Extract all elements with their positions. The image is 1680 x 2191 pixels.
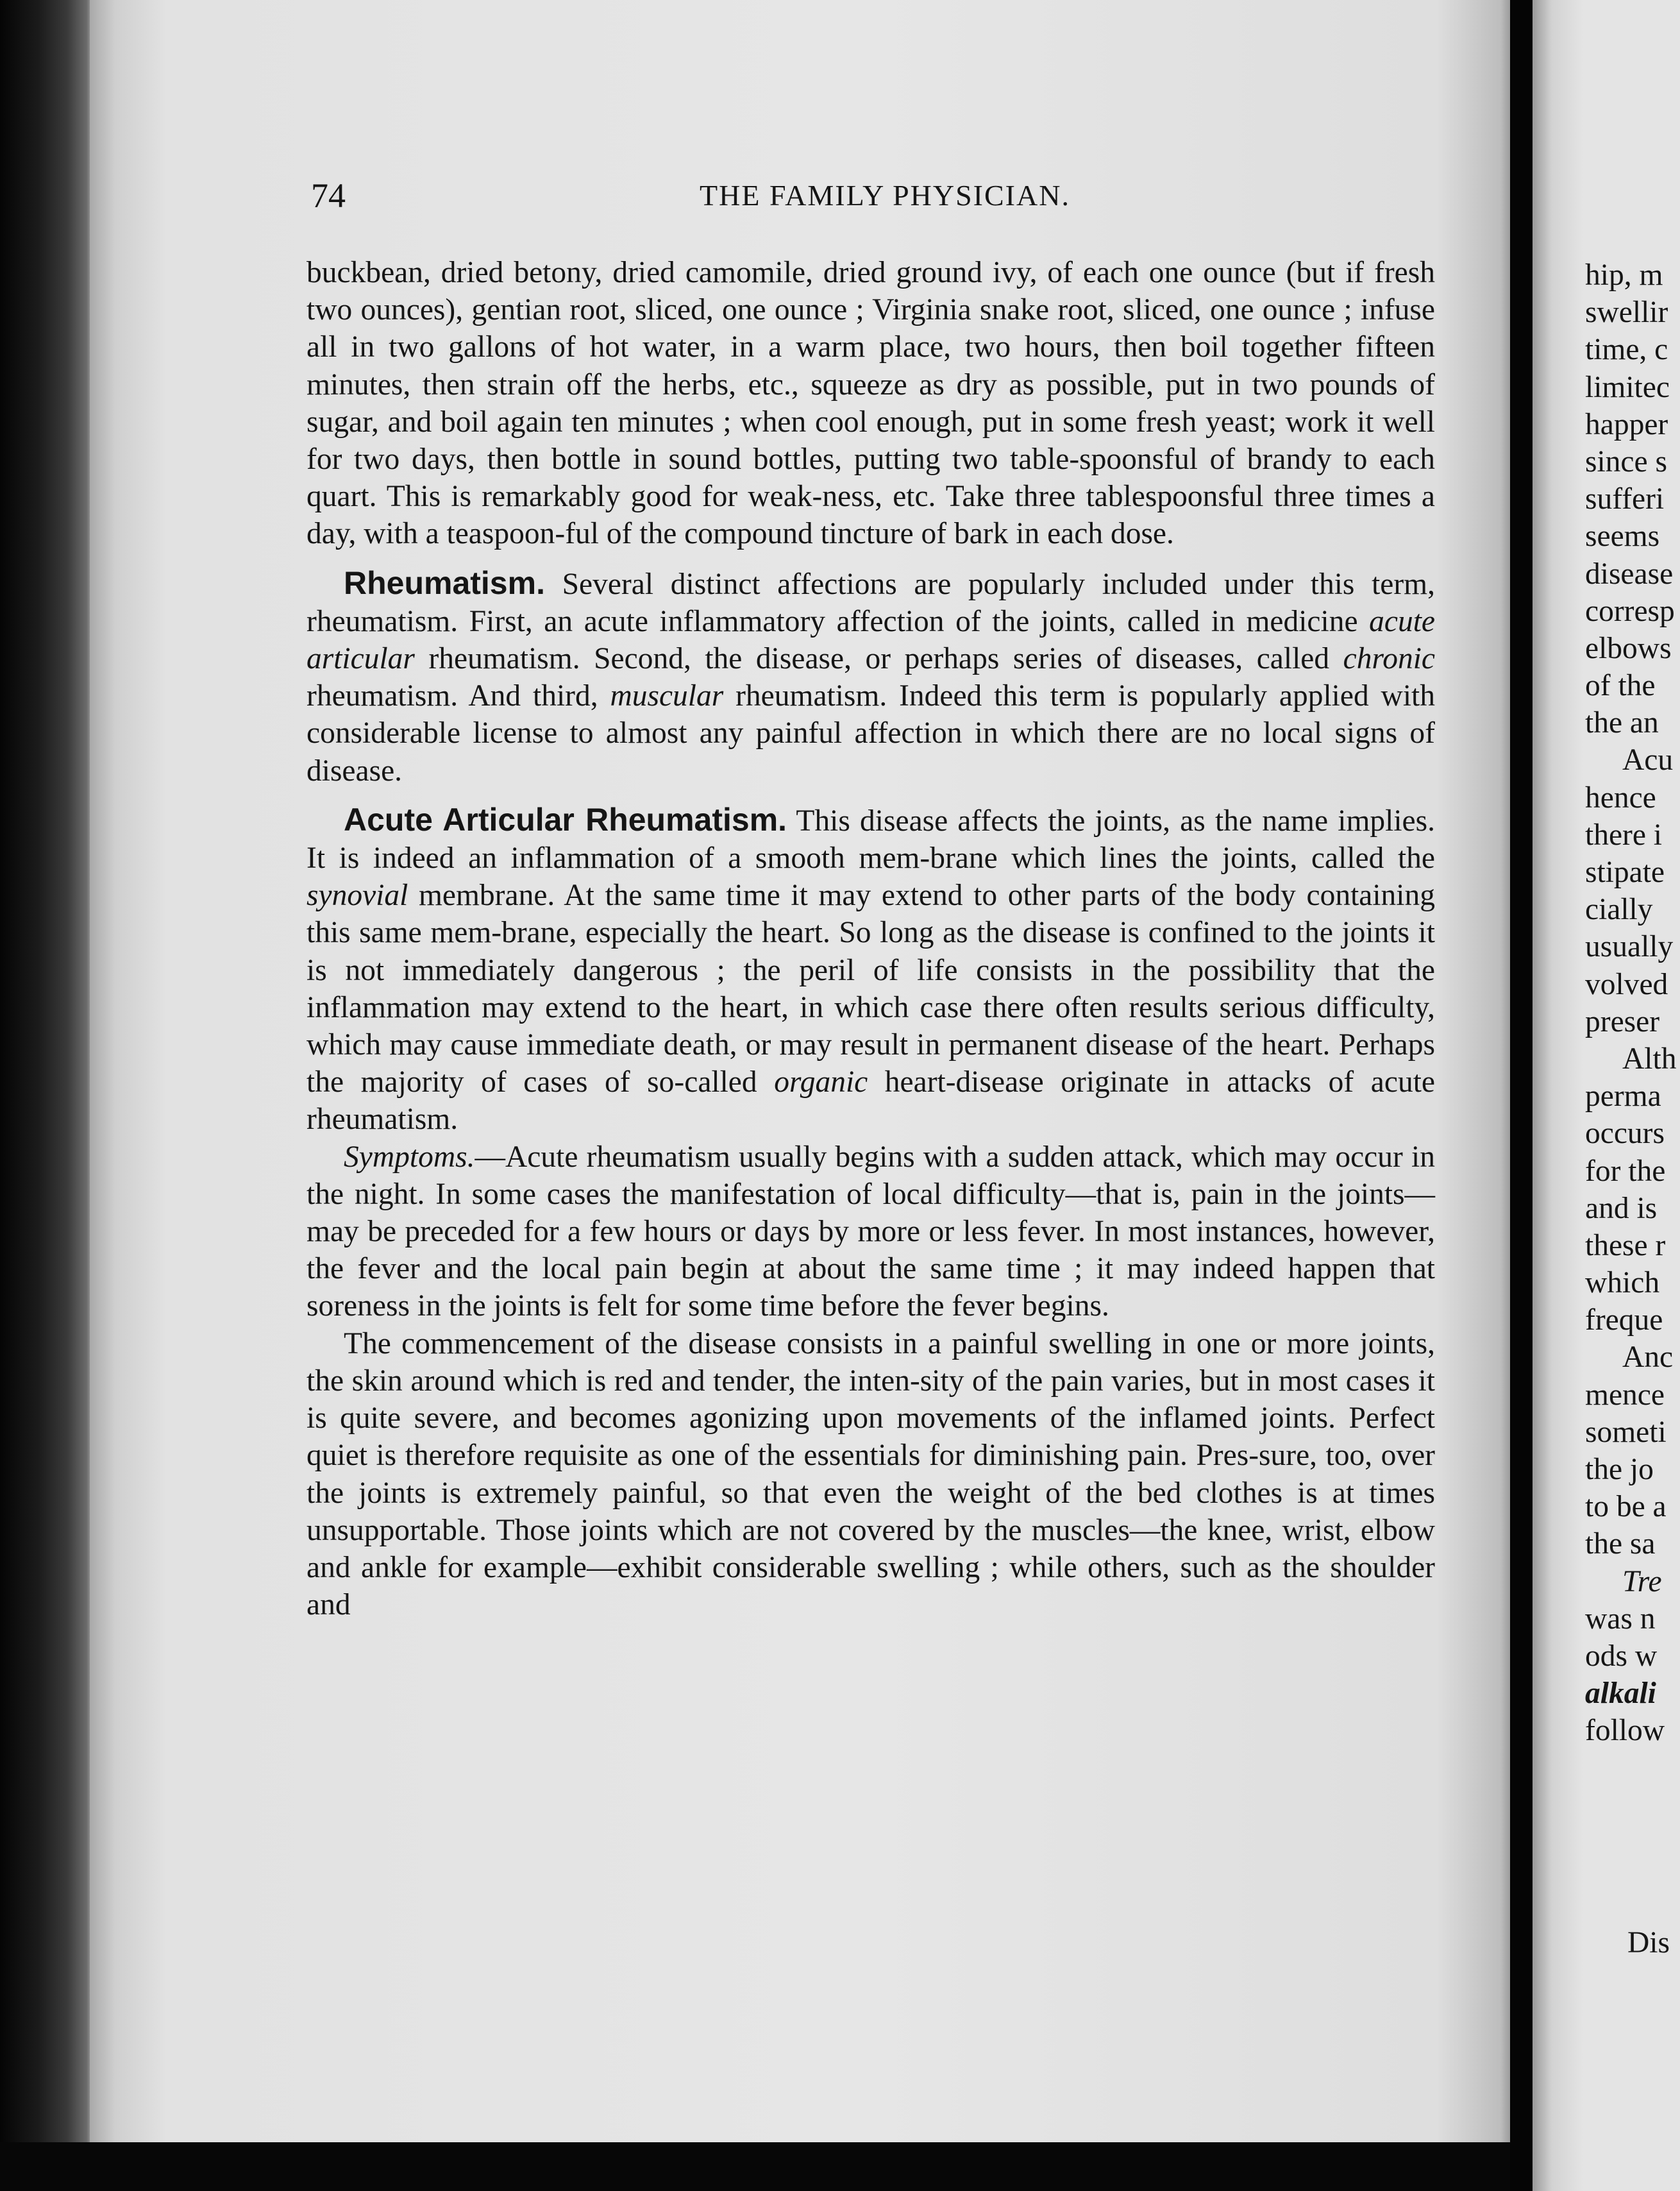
acute-text-3: heart-disease originate in attacks of acute rheumatism. — [307, 1065, 1435, 1137]
acute-text-2: membrane. At the same time it may extend to other parts of the body containing this same mem-brane, especially the heart. So long as the disease is confined to the joints it is not immediately dangerous ; the peril of life consists in the possibility that the inflammation may extend to the heart, in which case there often results serious difficulty, which may cause immediate death, or may result in permanent disease of the heart. Perhaps the majority of cases of so-called — [307, 879, 1435, 1099]
facing-line: corresp — [1585, 594, 1675, 628]
paragraph-symptoms — [307, 1138, 1435, 1325]
facing-line: alkali — [1585, 1677, 1656, 1711]
rheumatism-text-2: rheumatism. Second, the disease, or perhaps series of diseases, called — [414, 642, 1343, 676]
facing-line: stipate — [1585, 856, 1665, 889]
section-heading-acute-articular: Acute Articular Rheumatism. — [344, 801, 787, 838]
facing-line: someti — [1585, 1415, 1667, 1449]
facing-line: elbows — [1585, 631, 1672, 665]
facing-line: usually — [1585, 930, 1674, 964]
facing-line: occurs — [1585, 1117, 1665, 1151]
paragraph-acute-articular — [307, 801, 1435, 1138]
running-title: THE FAMILY PHYSICIAN. — [700, 179, 1070, 212]
acute-italic-organic: organic — [774, 1065, 868, 1099]
symptoms-text: —Acute rheumatism usually begins with a sudden attack, which may occur in the night. In some cases the manifestation of local difficulty—that is, pain in the joints—may be preceded for a few hours or days by more or less fever. In most instances, however, the fever and the local pain begin at about the same time ; it may indeed happen that soreness in the joints is felt for some time before the fever begins. — [307, 1140, 1435, 1323]
facing-line: and is — [1585, 1191, 1658, 1225]
facing-line: Acu — [1622, 743, 1674, 777]
facing-line: hip, m — [1585, 258, 1663, 292]
page-gutter — [1510, 0, 1533, 2191]
facing-line: freque — [1585, 1303, 1663, 1337]
facing-line: the an — [1585, 706, 1659, 740]
facing-line: of the — [1585, 669, 1656, 703]
page-header — [311, 173, 1433, 218]
facing-line: perma — [1585, 1079, 1661, 1113]
facing-line: swellir — [1585, 296, 1668, 330]
acute-italic-synovial: synovial — [307, 879, 408, 913]
facing-line: volved — [1585, 967, 1668, 1001]
facing-line: cially — [1585, 893, 1653, 927]
facing-line: time, c — [1585, 333, 1668, 367]
main-text — [307, 254, 1435, 1623]
facing-line: ods w — [1585, 1639, 1658, 1673]
page-number: 74 — [311, 176, 346, 215]
facing-line: was n — [1585, 1602, 1656, 1636]
paragraph-commencement: The commencement of the disease consists in a painful swelling in one or more joints, the skin around which is red and tender, the inten-sity of the pain varies, but in most cases it is quite severe, and becomes agonizing upon movements of the inflamed joints. Perfect quiet is therefore requisite as one of the essentials for diminishing pain. Pres-sure, too, over the joints is extremely painful, so that even the weight of the bed clothes is at times unsupportable. Those joints which are not covered by the muscles—the knee, wrist, elbow and ankle for example—exhibit considerable swelling ; while others, such as the shoulder and — [307, 1326, 1435, 1622]
facing-line: sufferi — [1585, 482, 1665, 516]
facing-line: preser — [1585, 1004, 1660, 1038]
facing-line: these r — [1585, 1228, 1666, 1262]
paragraph-rheumatism — [307, 564, 1435, 790]
facing-line: the sa — [1585, 1527, 1656, 1561]
facing-line: seems — [1585, 520, 1660, 554]
facing-line: Alth — [1622, 1042, 1677, 1076]
symptoms-label: Symptoms. — [344, 1140, 475, 1174]
book-binding — [0, 0, 90, 2191]
facing-line: happer — [1585, 407, 1668, 441]
facing-line: there i — [1585, 818, 1663, 852]
facing-line: which — [1585, 1266, 1660, 1300]
facing-line: hence — [1585, 781, 1656, 815]
rheumatism-text-4: rheumatism. Indeed this term is popularly applied with considerable license to almost any painful affection in which there are no local signs of disease. — [307, 679, 1435, 788]
rheumatism-italic-muscular: muscular — [610, 679, 724, 713]
facing-line: Tre — [1622, 1564, 1662, 1598]
facing-line: disease — [1585, 557, 1674, 591]
rheumatism-italic-chronic: chronic — [1343, 642, 1435, 676]
facing-line: since s — [1585, 444, 1667, 478]
rheumatism-text-1: Several distinct affections are popularly included under this term, rheumatism. First, an acute inflammatory affection of the joints, called in medicine — [307, 567, 1435, 638]
paragraph-recipe: buckbean, dried betony, dried camomile, dried ground ivy, of each one ounce (but if fresh two ounces), gentian root, sliced, one ounce ; Virginia snake root, sliced, one ounce ; infuse all in two gallons of hot water, in a warm place, two hours, then boil together fifteen minutes, then strain off the herbs, etc., squeeze as dry as possible, put in two pounds of sugar, and boil again ten minutes ; when cool enough, put in some fresh yeast; work it well for two days, then bottle in sound bottles, putting two table-spoonsful of brandy to each quart. This is remarkably good for weak-ness, etc. Take three tablespoonsful three times a day, with a teaspoon-ful of the compound tincture of bark in each dose. — [307, 256, 1435, 551]
section-heading-rheumatism: Rheumatism. — [344, 564, 545, 601]
page-bottom-edge — [0, 2142, 1510, 2191]
facing-line: mence — [1585, 1378, 1665, 1412]
facing-line: for the — [1585, 1154, 1666, 1188]
acute-text-1: This disease affects the joints, as the name implies. It is indeed an inflammation of a smooth mem-brane which lines the joints, called the — [307, 804, 1435, 876]
facing-line: Anc — [1622, 1341, 1674, 1375]
facing-line: the jo — [1585, 1453, 1654, 1486]
facing-line: follow — [1585, 1714, 1665, 1748]
rheumatism-italic-acute-articular: acute articular — [307, 604, 1435, 676]
facing-page-footer: Dis — [1627, 1926, 1670, 1959]
facing-line: limitec — [1585, 370, 1670, 404]
rheumatism-text-3: rheumatism. And third, — [307, 679, 610, 713]
facing-line: to be a — [1585, 1490, 1667, 1524]
facing-page-text — [1585, 257, 1680, 1750]
